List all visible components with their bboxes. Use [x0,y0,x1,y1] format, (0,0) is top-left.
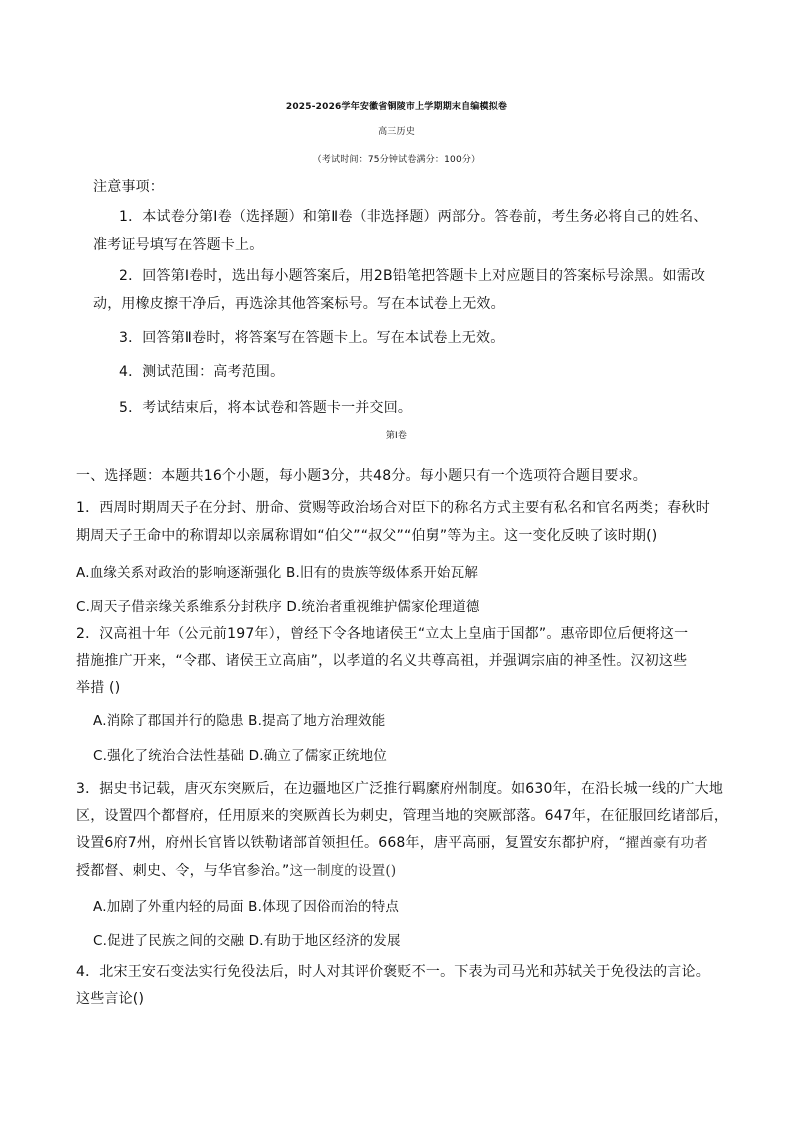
exam-info: （考试时间：75分钟试卷满分：100分） [312,155,481,165]
question-2-line-3: 举措 () [76,680,121,696]
question-1-options-cd: C.周天子借亲缘关系维系分封秩序 D.统治者重视维护儒家伦理道德 [76,599,480,615]
notice-item-1-line-1: 1．本试卷分第Ⅰ卷（选择题）和第Ⅱ卷（非选择题）两部分。答卷前，考生务必将自己的姓名、 [119,209,708,225]
question-1-options-ab: A.血缘关系对政治的影响逐渐强化 B.旧有的贵族等级体系开始瓦解 [76,565,479,581]
notice-heading: 注意事项： [93,179,164,195]
question-3-line-3-text: 设置6府7州，府州长官皆以铁勒诸部首领担任。668年，唐平高丽，复置安东都护府， [76,835,619,851]
subject-title: 高三历史 [378,127,415,137]
question-2-options-ab: A.消除了郡国并行的隐患 B.提高了地方治理效能 [93,713,386,729]
question-1-line-2: 期周天子王命中的称谓却以亲属称谓如“伯父”“叔父”“伯舅”等为主。这一变化反映了该时期() [76,528,658,544]
question-2-options-cd: C.强化了统治合法性基础 D.确立了儒家正统地位 [93,748,387,764]
question-1-line-1: 1．西周时期周天子在分封、册命、赏赐等政治场合对臣下的称名方式主要有私名和官名两类；春秋时 [76,500,710,516]
exam-title: 2025-2026学年安徽省铜陵市上学期期末自编模拟卷 [285,102,508,112]
question-3-line-2: 区，设置四个都督府，任用原来的突厥酋长为刺史，管理当地的突厥部落。647年，在征服回纥诸部后， [76,808,729,824]
question-3-quote-part-1: “擢酋豪有功者 [618,835,708,851]
notice-item-3: 3．回答第Ⅱ卷时，将答案写在答题卡上。写在本试卷上无效。 [119,330,505,346]
notice-item-2-line-2: 动，用橡皮擦干净后，再选涂其他答案标号。写在本试卷上无效。 [93,296,505,312]
notice-item-4: 4．测试范围：高考范围。 [119,364,285,380]
question-3-options-cd: C.促进了民族之间的交融 D.有助于地区经济的发展 [93,933,401,949]
question-3-quote-part-2: 授都督、刺史、令，与华官参治。” [76,863,290,879]
section-instruction: 一、选择题：本题共16个小题，每小题3分，共48分。每小题只有一个选项符合题目要求。 [76,468,647,484]
question-2-line-1: 2．汉高祖十年（公元前197年），曾经下令各地诸侯王“立太上皇庙于国都”。惠帝即位后便将这一 [76,626,689,642]
question-4-line-2: 这些言论() [76,991,145,1007]
notice-item-1-line-2: 准考证号填写在答题卡上。 [93,237,264,253]
notice-item-2-line-1: 2．回答第Ⅰ卷时，选出每小题答案后，用2B铅笔把答题卡上对应题目的答案标号涂黑。如需改 [119,268,706,284]
volume-heading: 第Ⅰ卷 [385,431,408,441]
question-3-line-1: 3．据史书记载，唐灭东突厥后，在边疆地区广泛推行羁縻府州制度。如630年，在沿长城一线的广大地 [76,781,724,797]
question-3-line-3 [76,833,708,853]
question-3-line-4 [76,861,396,881]
question-2-line-2: 措施推广开来，“令郡、诸侯王立高庙”，以孝道的名义共尊高祖，并强调宗庙的神圣性。汉初这些 [76,653,688,669]
notice-item-5: 5．考试结束后，将本试卷和答题卡一并交回。 [119,400,413,416]
question-3-line-4-end: 这一制度的设置() [289,863,397,879]
question-3-options-ab: A.加剧了外重内轻的局面 B.体现了因俗而治的特点 [93,899,400,915]
question-4-line-1: 4．北宋王安石变法实行免役法后，时人对其评价褒贬不一。下表为司马光和苏轼关于免役法的言论。 [76,964,710,980]
